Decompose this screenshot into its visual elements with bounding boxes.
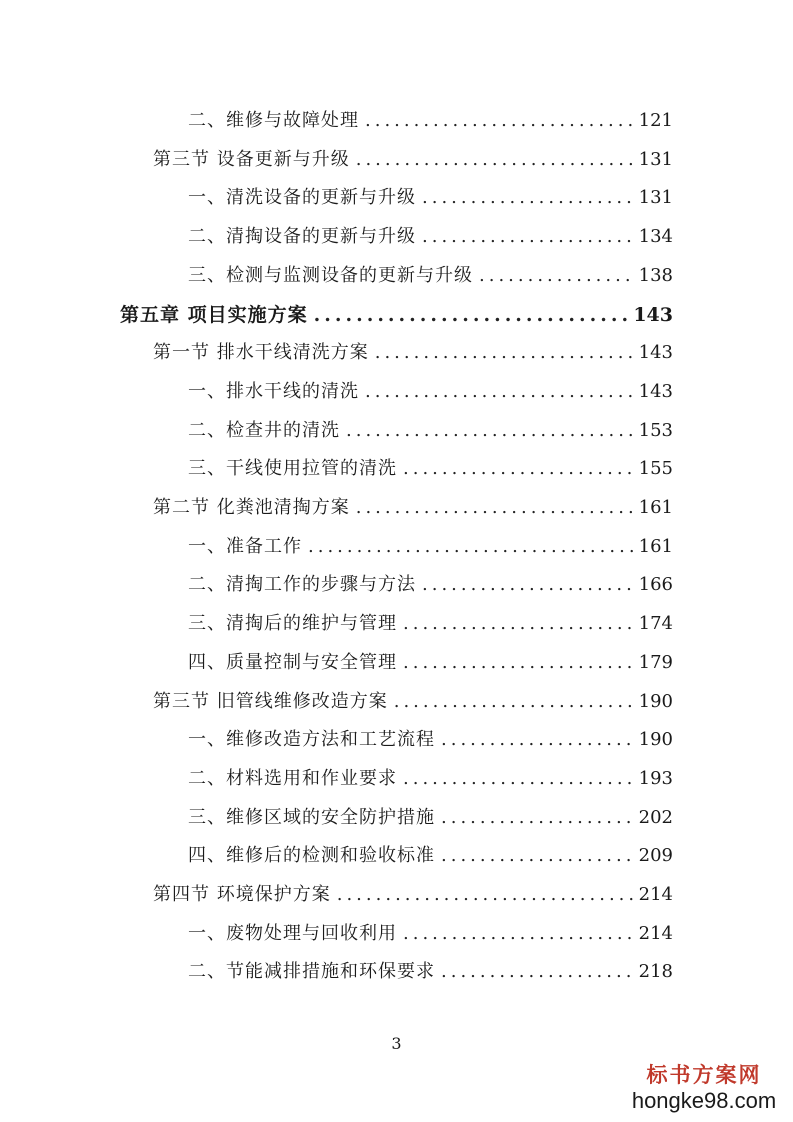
toc-subsection-row[interactable] [188,727,673,753]
toc-entry-page: 143 [638,380,673,402]
toc-subsection-row[interactable] [188,263,673,289]
watermark-cn-text: 标书方案网 [646,1062,762,1087]
toc-entry-title: 二、材料选用和作业要求 [188,767,397,789]
toc-entry-page: 153 [638,419,673,441]
toc-entry-page: 218 [638,961,673,983]
toc-entry-page: 209 [638,845,673,867]
toc-subsection-row[interactable] [188,108,673,134]
toc-subsection-row[interactable] [188,379,673,405]
toc-leader-dots [441,805,633,831]
toc-entry-page: 155 [638,458,673,480]
toc-entry-title: 三、干线使用拉管的清洗 [188,458,397,480]
toc-section-row[interactable] [153,340,673,366]
watermark-en-text: hongke98.com [631,1088,777,1113]
toc-leader-dots [441,843,633,869]
toc-leader-dots [375,340,633,366]
toc-entry-page: 214 [638,922,673,944]
toc-entry-page: 143 [638,342,673,364]
toc-leader-dots [308,534,633,560]
toc-subsection-row[interactable] [188,611,673,637]
toc-entry-page: 161 [638,497,673,518]
toc-entry-title: 二、节能减排措施和环保要求 [188,961,435,983]
toc-entry-page: 138 [638,264,673,286]
toc-entry-title: 第五章 项目实施方案 [120,303,308,326]
toc-entry-page: 143 [633,303,673,326]
toc-section-row[interactable] [153,882,673,908]
toc-entry-page: 121 [638,110,673,131]
toc-entry-title: 四、质量控制与安全管理 [188,651,397,673]
toc-leader-dots [403,766,633,792]
toc-entry-title: 三、清掏后的维护与管理 [188,613,397,635]
toc-entry-title: 第三节 旧管线维修改造方案 [153,690,388,712]
toc-entry-page: 190 [638,729,673,751]
toc-subsection-row[interactable] [188,805,673,831]
toc-section-row[interactable] [153,689,673,715]
toc-leader-dots [356,495,633,521]
toc-entry-title: 一、清洗设备的更新与升级 [188,187,416,209]
toc-subsection-row[interactable] [188,534,673,560]
toc-subsection-row[interactable] [188,418,673,444]
toc-entry-page: 179 [638,651,673,673]
toc-entry-title: 二、检查井的清洗 [188,419,340,441]
toc-subsection-row[interactable] [188,921,673,947]
toc-section-row[interactable] [153,147,673,173]
toc-leader-dots [422,224,633,250]
toc-entry-page: 214 [638,884,673,905]
watermark-logo [629,1062,779,1114]
toc-entry-title: 三、维修区域的安全防护措施 [188,806,435,828]
page-number: 3 [391,1034,402,1053]
toc-entry-title: 二、维修与故障处理 [188,110,359,131]
toc-entry-page: 166 [638,574,673,596]
toc-leader-dots [422,185,633,211]
toc-entry-title: 第二节 化粪池清掏方案 [153,497,350,518]
toc-entry-title: 第三节 设备更新与升级 [153,148,350,170]
toc-entry-title: 二、清掏工作的步骤与方法 [188,574,416,596]
toc-leader-dots [403,611,633,637]
toc-entry-page: 134 [638,226,673,248]
toc-subsection-row[interactable] [188,185,673,211]
toc-leader-dots [403,650,633,676]
toc-entry-page: 193 [638,767,673,789]
toc-leader-dots [314,302,628,328]
toc-subsection-row[interactable] [188,766,673,792]
toc-chapter-row[interactable] [120,302,673,328]
toc-subsection-row[interactable] [188,456,673,482]
toc-entry-title: 一、准备工作 [188,535,302,557]
toc-subsection-row[interactable] [188,843,673,869]
toc-entry-title: 三、检测与监测设备的更新与升级 [188,264,473,286]
toc-subsection-row[interactable] [188,650,673,676]
toc-leader-dots [403,456,633,482]
toc-subsection-row[interactable] [188,959,673,985]
toc-entry-title: 一、排水干线的清洗 [188,380,359,402]
toc-leader-dots [479,263,633,289]
toc-entry-title: 二、清掏设备的更新与升级 [188,226,416,248]
toc-leader-dots [441,727,633,753]
toc-subsection-row[interactable] [188,224,673,250]
toc-entry-title: 第四节 环境保护方案 [153,884,331,905]
toc-leader-dots [356,147,633,173]
toc-entry-page: 190 [638,690,673,712]
toc-entry-title: 第一节 排水干线清洗方案 [153,342,369,364]
toc-leader-dots [422,572,633,598]
toc-entry-page: 131 [638,187,673,209]
toc-section-row[interactable] [153,495,673,521]
toc-leader-dots [365,379,633,405]
toc-leader-dots [394,689,633,715]
toc-leader-dots [403,921,633,947]
toc-entry-page: 202 [638,806,673,828]
toc-leader-dots [337,882,633,908]
toc-leader-dots [441,959,633,985]
toc-entry-page: 161 [638,535,673,557]
toc-entry-title: 一、废物处理与回收利用 [188,922,397,944]
toc-leader-dots [365,108,633,134]
toc-entry-title: 一、维修改造方法和工艺流程 [188,729,435,751]
toc-subsection-row[interactable] [188,572,673,598]
toc-entry-page: 131 [638,148,673,170]
toc-entry-page: 174 [638,613,673,635]
toc-entry-title: 四、维修后的检测和验收标准 [188,845,435,867]
toc-leader-dots [346,418,633,444]
